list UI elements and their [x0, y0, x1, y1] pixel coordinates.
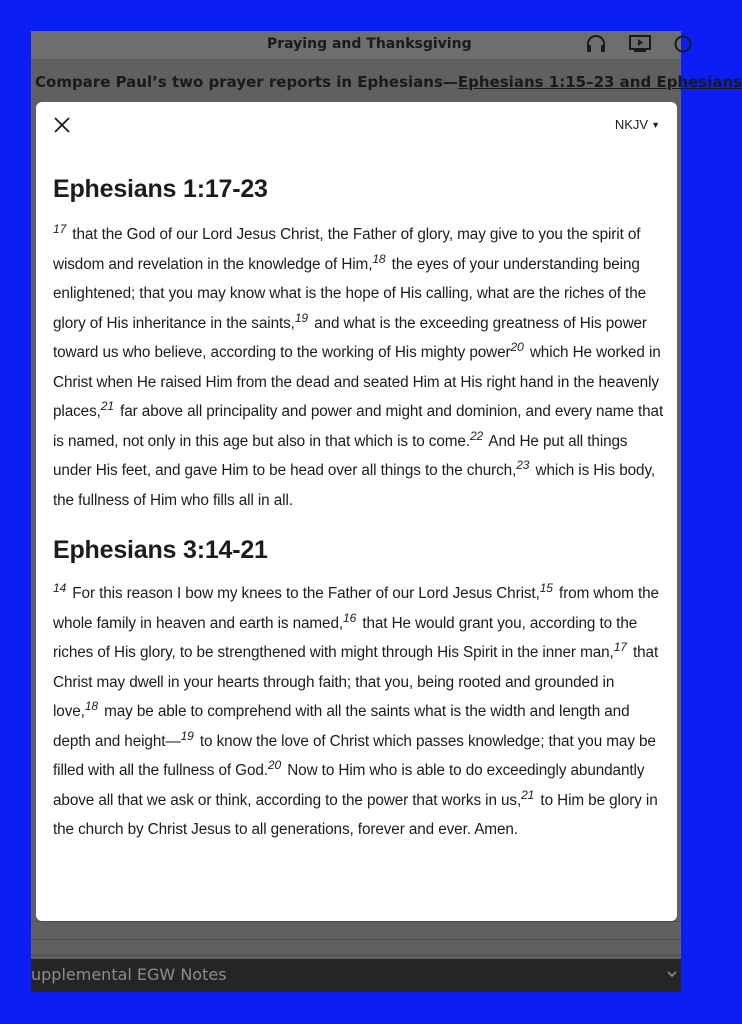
- supplemental-notes-label: upplemental EGW Notes: [31, 965, 227, 984]
- lesson-scripture-link[interactable]: Ephesians 1:15–23 and Ephesians: [457, 73, 742, 91]
- verse-number: 21: [100, 399, 114, 413]
- verse-number: 17: [53, 222, 67, 236]
- passage-heading: Ephesians 1:17-23: [53, 175, 268, 203]
- verse-text: that He would grant you, according to the riches of His glory, to be strengthened with might through His Spirit in the inner man,: [53, 614, 638, 661]
- verse-number: 19: [180, 728, 194, 743]
- caret-down-icon: ▼: [651, 120, 660, 130]
- passage-heading: Ephesians 3:14-21: [53, 536, 268, 564]
- verse-number: 23: [516, 458, 530, 472]
- verse-text: and what is the exceeding greatness of His power toward us who believe, according to the working of His mighty power: [53, 314, 647, 361]
- verse-number: 20: [510, 340, 524, 354]
- verse-text: which is His body, the fullness of Him who fills all in all.: [53, 462, 656, 509]
- verse-number: 18: [372, 251, 386, 266]
- verse-text: to Him be glory in the church by Christ Jesus to all generations, forever and ever. Amen.: [53, 791, 658, 838]
- verse-number: 20: [267, 758, 282, 772]
- verse-number: 18: [84, 699, 98, 713]
- verse-text: Now to Him who is able to do exceedingly abundantly above all that we ask or think, according to the power that works in us,: [53, 762, 645, 809]
- verse-text: And He put all things under His feet, and gave Him to be head over all things to the church,: [53, 432, 628, 479]
- verse-number: 15: [539, 581, 553, 595]
- headphones-icon[interactable]: [585, 34, 607, 54]
- passage-text: [53, 579, 665, 845]
- verse-text: which He worked in Christ when He raised Him from the dead and seated Him at His right hand in the heavenly places,: [53, 344, 661, 420]
- video-icon[interactable]: [629, 35, 651, 53]
- lesson-prompt-prefix: Compare Paul’s two prayer reports in Ephesians—: [35, 73, 458, 91]
- background-dividers: [31, 921, 681, 957]
- scripture-content: [53, 174, 665, 865]
- passage-section: [53, 174, 665, 515]
- verse-text: may be able to comprehend with all the saints what is the width and length and depth and height—: [53, 703, 630, 750]
- chevron-down-icon: [665, 967, 679, 981]
- version-selector[interactable]: [615, 117, 660, 132]
- scripture-modal: [36, 102, 677, 921]
- passage-text: [53, 220, 665, 515]
- verse-number: 21: [521, 787, 535, 802]
- verse-number: 17: [613, 640, 627, 654]
- verse-text: far above all principality and power and might and dominion, and every name that is named, not only in this age but also in that which is to come.: [53, 403, 664, 450]
- verse-text: For this reason I bow my knees to the Father of our Lord Jesus Christ,: [68, 585, 540, 602]
- close-icon[interactable]: [50, 113, 74, 137]
- verse-text: to know the love of Christ which passes knowledge; that you may be filled with all the fullness of God.: [53, 732, 656, 779]
- app-header: [31, 31, 681, 59]
- verse-text: that Christ may dwell in your hearts through faith; that you, being rooted and grounded in love,: [53, 644, 659, 720]
- verse-number: 22: [469, 428, 484, 443]
- more-icon[interactable]: [673, 34, 687, 54]
- verse-text: from whom the whole family in heaven and earth is named,: [53, 585, 659, 632]
- verse-text: that the God of our Lord Jesus Christ, the Father of glory, may give to you the spirit of wisdom and revelation in the knowledge of Him,: [53, 226, 641, 273]
- verse-number: 19: [294, 310, 308, 325]
- verse-number: 14: [53, 581, 67, 595]
- supplemental-notes-bar[interactable]: [31, 959, 681, 992]
- lesson-prompt: [35, 73, 742, 103]
- verse-number: 16: [343, 610, 357, 625]
- passage-section: [53, 535, 665, 845]
- header-title: Praying and Thanksgiving: [267, 36, 472, 52]
- version-label: NKJV: [614, 117, 649, 132]
- verse-text: the eyes of your understanding being enlightened; that you may know what is the hope of His calling, what are the riches of the glory of His inheritance in the saints,: [53, 255, 647, 332]
